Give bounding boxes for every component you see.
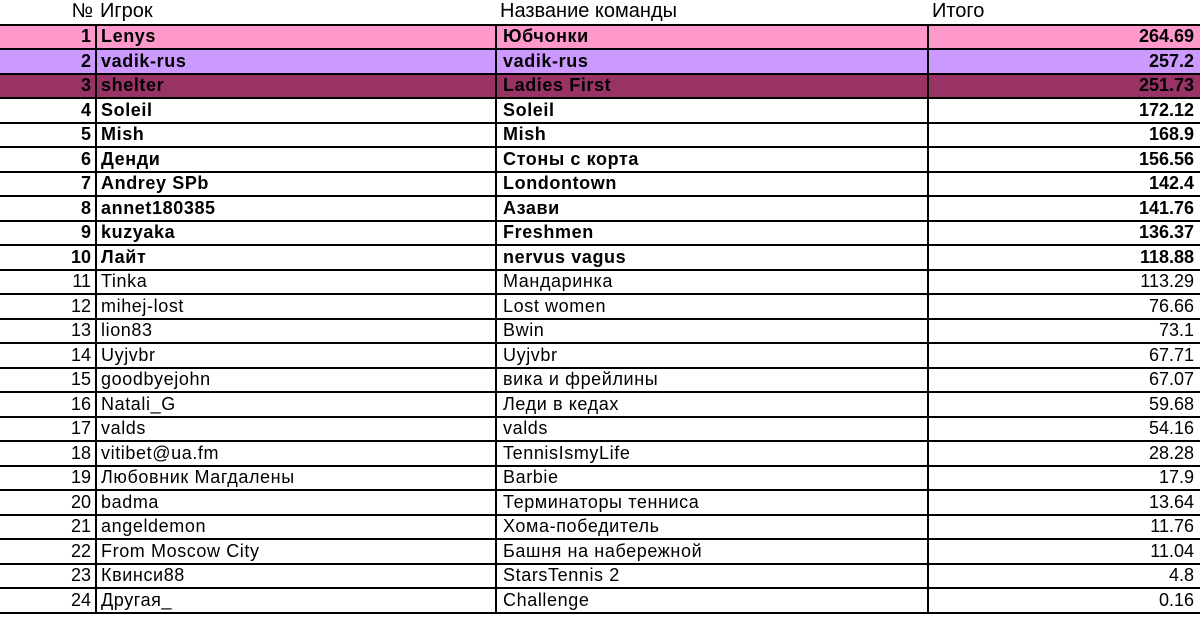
- table-row: [0, 319, 1200, 344]
- table-row: [0, 490, 1200, 515]
- cell-team: Bwin: [496, 319, 928, 344]
- cell-total: 76.66: [928, 294, 1200, 319]
- table-row: [0, 172, 1200, 197]
- cell-team: valds: [496, 417, 928, 442]
- cell-player: vadik-rus: [96, 49, 496, 74]
- cell-num: 2: [0, 49, 96, 74]
- cell-num: 9: [0, 221, 96, 246]
- cell-total: 73.1: [928, 319, 1200, 344]
- cell-total: 54.16: [928, 417, 1200, 442]
- table-row: [0, 368, 1200, 393]
- table-row: [0, 123, 1200, 148]
- cell-total: 17.9: [928, 466, 1200, 491]
- cell-player: Tinka: [96, 270, 496, 295]
- cell-total: 172.12: [928, 98, 1200, 123]
- cell-num: 6: [0, 147, 96, 172]
- table-row: [0, 294, 1200, 319]
- cell-total: 59.68: [928, 392, 1200, 417]
- cell-num: 18: [0, 441, 96, 466]
- cell-player: Mish: [96, 123, 496, 148]
- cell-num: 21: [0, 515, 96, 540]
- cell-total: 141.76: [928, 196, 1200, 221]
- table-row: [0, 25, 1200, 50]
- header-num: №: [71, 0, 93, 23]
- table-row: [0, 539, 1200, 564]
- cell-player: Lenys: [96, 25, 496, 50]
- cell-total: 4.8: [928, 564, 1200, 589]
- table-row: [0, 49, 1200, 74]
- cell-team: Терминаторы тенниса: [496, 490, 928, 515]
- cell-num: 20: [0, 490, 96, 515]
- cell-num: 22: [0, 539, 96, 564]
- table-row: [0, 515, 1200, 540]
- cell-num: 23: [0, 564, 96, 589]
- cell-player: kuzyaka: [96, 221, 496, 246]
- cell-player: badma: [96, 490, 496, 515]
- cell-num: 24: [0, 588, 96, 613]
- cell-total: 113.29: [928, 270, 1200, 295]
- table-row: [0, 564, 1200, 589]
- cell-total: 257.2: [928, 49, 1200, 74]
- cell-player: valds: [96, 417, 496, 442]
- cell-total: 11.04: [928, 539, 1200, 564]
- cell-team: Soleil: [496, 98, 928, 123]
- cell-num: 14: [0, 343, 96, 368]
- cell-player: Денди: [96, 147, 496, 172]
- cell-player: annet180385: [96, 196, 496, 221]
- cell-num: 4: [0, 98, 96, 123]
- header-player: Игрок: [100, 0, 153, 23]
- cell-team: StarsTennis 2: [496, 564, 928, 589]
- table-row: [0, 147, 1200, 172]
- table-row: [0, 441, 1200, 466]
- table-row: [0, 417, 1200, 442]
- table-row: [0, 98, 1200, 123]
- cell-total: 67.71: [928, 343, 1200, 368]
- cell-player: Любовник Магдалены: [96, 466, 496, 491]
- cell-player: Natali_G: [96, 392, 496, 417]
- cell-team: vadik-rus: [496, 49, 928, 74]
- cell-total: 142.4: [928, 172, 1200, 197]
- cell-team: nervus vagus: [496, 245, 928, 270]
- cell-player: From Moscow City: [96, 539, 496, 564]
- cell-team: Мандаринка: [496, 270, 928, 295]
- table-row: [0, 74, 1200, 99]
- cell-num: 11: [0, 270, 96, 295]
- cell-team: Mish: [496, 123, 928, 148]
- cell-total: 156.56: [928, 147, 1200, 172]
- table-row: [0, 343, 1200, 368]
- table-row: [0, 466, 1200, 491]
- cell-num: 16: [0, 392, 96, 417]
- cell-total: 67.07: [928, 368, 1200, 393]
- cell-num: 8: [0, 196, 96, 221]
- cell-total: 28.28: [928, 441, 1200, 466]
- cell-team: Londontown: [496, 172, 928, 197]
- cell-player: lion83: [96, 319, 496, 344]
- cell-team: Азави: [496, 196, 928, 221]
- cell-team: Challenge: [496, 588, 928, 613]
- header-total: Итого: [932, 0, 985, 23]
- cell-total: 168.9: [928, 123, 1200, 148]
- cell-total: 0.16: [928, 588, 1200, 613]
- table-row: [0, 588, 1200, 613]
- table-row: [0, 221, 1200, 246]
- table-row: [0, 392, 1200, 417]
- table-row: [0, 270, 1200, 295]
- cell-num: 19: [0, 466, 96, 491]
- cell-player: Лайт: [96, 245, 496, 270]
- cell-num: 12: [0, 294, 96, 319]
- cell-team: Юбчонки: [496, 25, 928, 50]
- header-row: [0, 0, 1200, 25]
- table-row: [0, 196, 1200, 221]
- cell-total: 13.64: [928, 490, 1200, 515]
- cell-team: Леди в кедах: [496, 392, 928, 417]
- cell-total: 251.73: [928, 74, 1200, 99]
- cell-player: mihej-lost: [96, 294, 496, 319]
- cell-player: angeldemon: [96, 515, 496, 540]
- cell-total: 136.37: [928, 221, 1200, 246]
- cell-team: Barbie: [496, 466, 928, 491]
- cell-team: Lost women: [496, 294, 928, 319]
- cell-player: Soleil: [96, 98, 496, 123]
- header-team: Название команды: [500, 0, 677, 23]
- cell-player: Uyjvbr: [96, 343, 496, 368]
- cell-num: 17: [0, 417, 96, 442]
- cell-num: 1: [0, 25, 96, 50]
- cell-team: Ladies First: [496, 74, 928, 99]
- cell-num: 10: [0, 245, 96, 270]
- cell-team: Freshmen: [496, 221, 928, 246]
- cell-player: Квинси88: [96, 564, 496, 589]
- cell-num: 5: [0, 123, 96, 148]
- table-row: [0, 245, 1200, 270]
- cell-num: 7: [0, 172, 96, 197]
- cell-team: Башня на набережной: [496, 539, 928, 564]
- cell-team: вика и фрейлины: [496, 368, 928, 393]
- cell-player: Другая_: [96, 588, 496, 613]
- cell-team: Стоны с корта: [496, 147, 928, 172]
- cell-player: shelter: [96, 74, 496, 99]
- cell-num: 13: [0, 319, 96, 344]
- table-body: [0, 25, 1200, 613]
- cell-player: vitibet@ua.fm: [96, 441, 496, 466]
- cell-team: Uyjvbr: [496, 343, 928, 368]
- cell-total: 264.69: [928, 25, 1200, 50]
- cell-player: Andrey SPb: [96, 172, 496, 197]
- cell-total: 11.76: [928, 515, 1200, 540]
- cell-team: TennisIsmyLife: [496, 441, 928, 466]
- cell-num: 15: [0, 368, 96, 393]
- cell-num: 3: [0, 74, 96, 99]
- cell-team: Хома-победитель: [496, 515, 928, 540]
- cell-total: 118.88: [928, 245, 1200, 270]
- cell-player: goodbyejohn: [96, 368, 496, 393]
